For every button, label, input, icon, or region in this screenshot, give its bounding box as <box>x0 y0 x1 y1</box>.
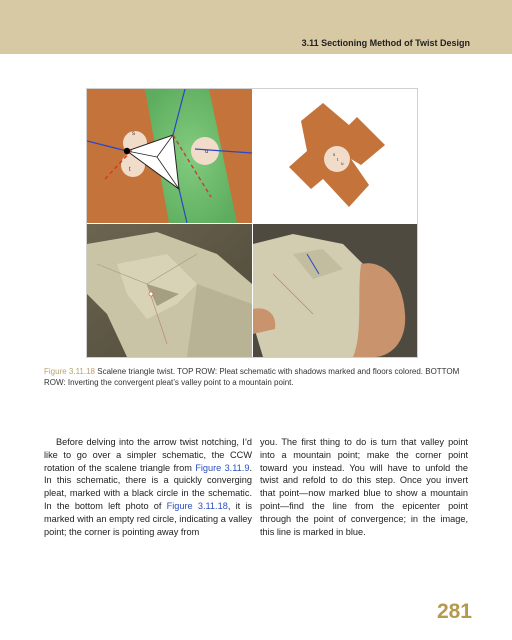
small-label-t: t <box>337 157 339 162</box>
photo-valley-point <box>87 224 252 357</box>
figure-caption <box>44 367 468 388</box>
convergence-point <box>124 148 130 154</box>
figure-number: Figure 3.11.18 <box>44 367 95 376</box>
folded-diagram-panel <box>253 89 417 223</box>
folded-diagram <box>253 89 417 223</box>
page-number: 281 <box>436 600 472 623</box>
body-left-text-2: . In this schematic, there is a quickly converging pleat, marked with a black circle in the schematic. In the bottom left photo of <box>44 462 252 511</box>
body-left-text-3: , it is marked with an empty red circle, indicating a valley point; the corner is pointing away from <box>44 500 252 537</box>
label-s: s <box>132 131 135 137</box>
figure-link-3-11-18[interactable]: Figure 3.11.18 <box>166 500 228 511</box>
figure-link-3-11-9[interactable]: Figure 3.11.9 <box>195 462 250 473</box>
label-t: t <box>129 167 131 173</box>
valley-point-marker <box>149 292 153 296</box>
label-u: u <box>205 149 209 155</box>
body-column-left <box>44 436 252 538</box>
caption-text: Scalene triangle twist. TOP ROW: Pleat schematic with shadows marked and floors colored. BOTTOM ROW: Inverting the convergent pleat’s valley point to a mountain point. <box>44 367 460 387</box>
running-head: 3.11 Sectioning Method of Twist Design <box>301 38 470 48</box>
pleat-schematic <box>87 89 252 223</box>
pleat-schematic-panel <box>87 89 252 223</box>
body-left-text-1: Before delving into the arrow twist notching, I’d like to go over a simpler schematic, the CCW rotation of the scalene triangle from <box>44 437 252 473</box>
small-label-s: s <box>333 152 336 157</box>
photo-mountain-point-image <box>253 224 417 357</box>
photo-mountain-point <box>253 224 417 357</box>
body-column-right: you. The first thing to do is turn that valley point into a mountain point; make the corner point toward you instead. You will have to unfold the twist and refold to do this step. Once you invert that point—now marked blue to show a mountain point—find the line from the epicenter point through the point of convergence; in the image, this line is marked in blue. <box>260 437 468 537</box>
photo-valley-point-image <box>87 224 252 357</box>
small-label-u: u <box>341 161 344 166</box>
figure-3-11-18 <box>86 88 418 358</box>
